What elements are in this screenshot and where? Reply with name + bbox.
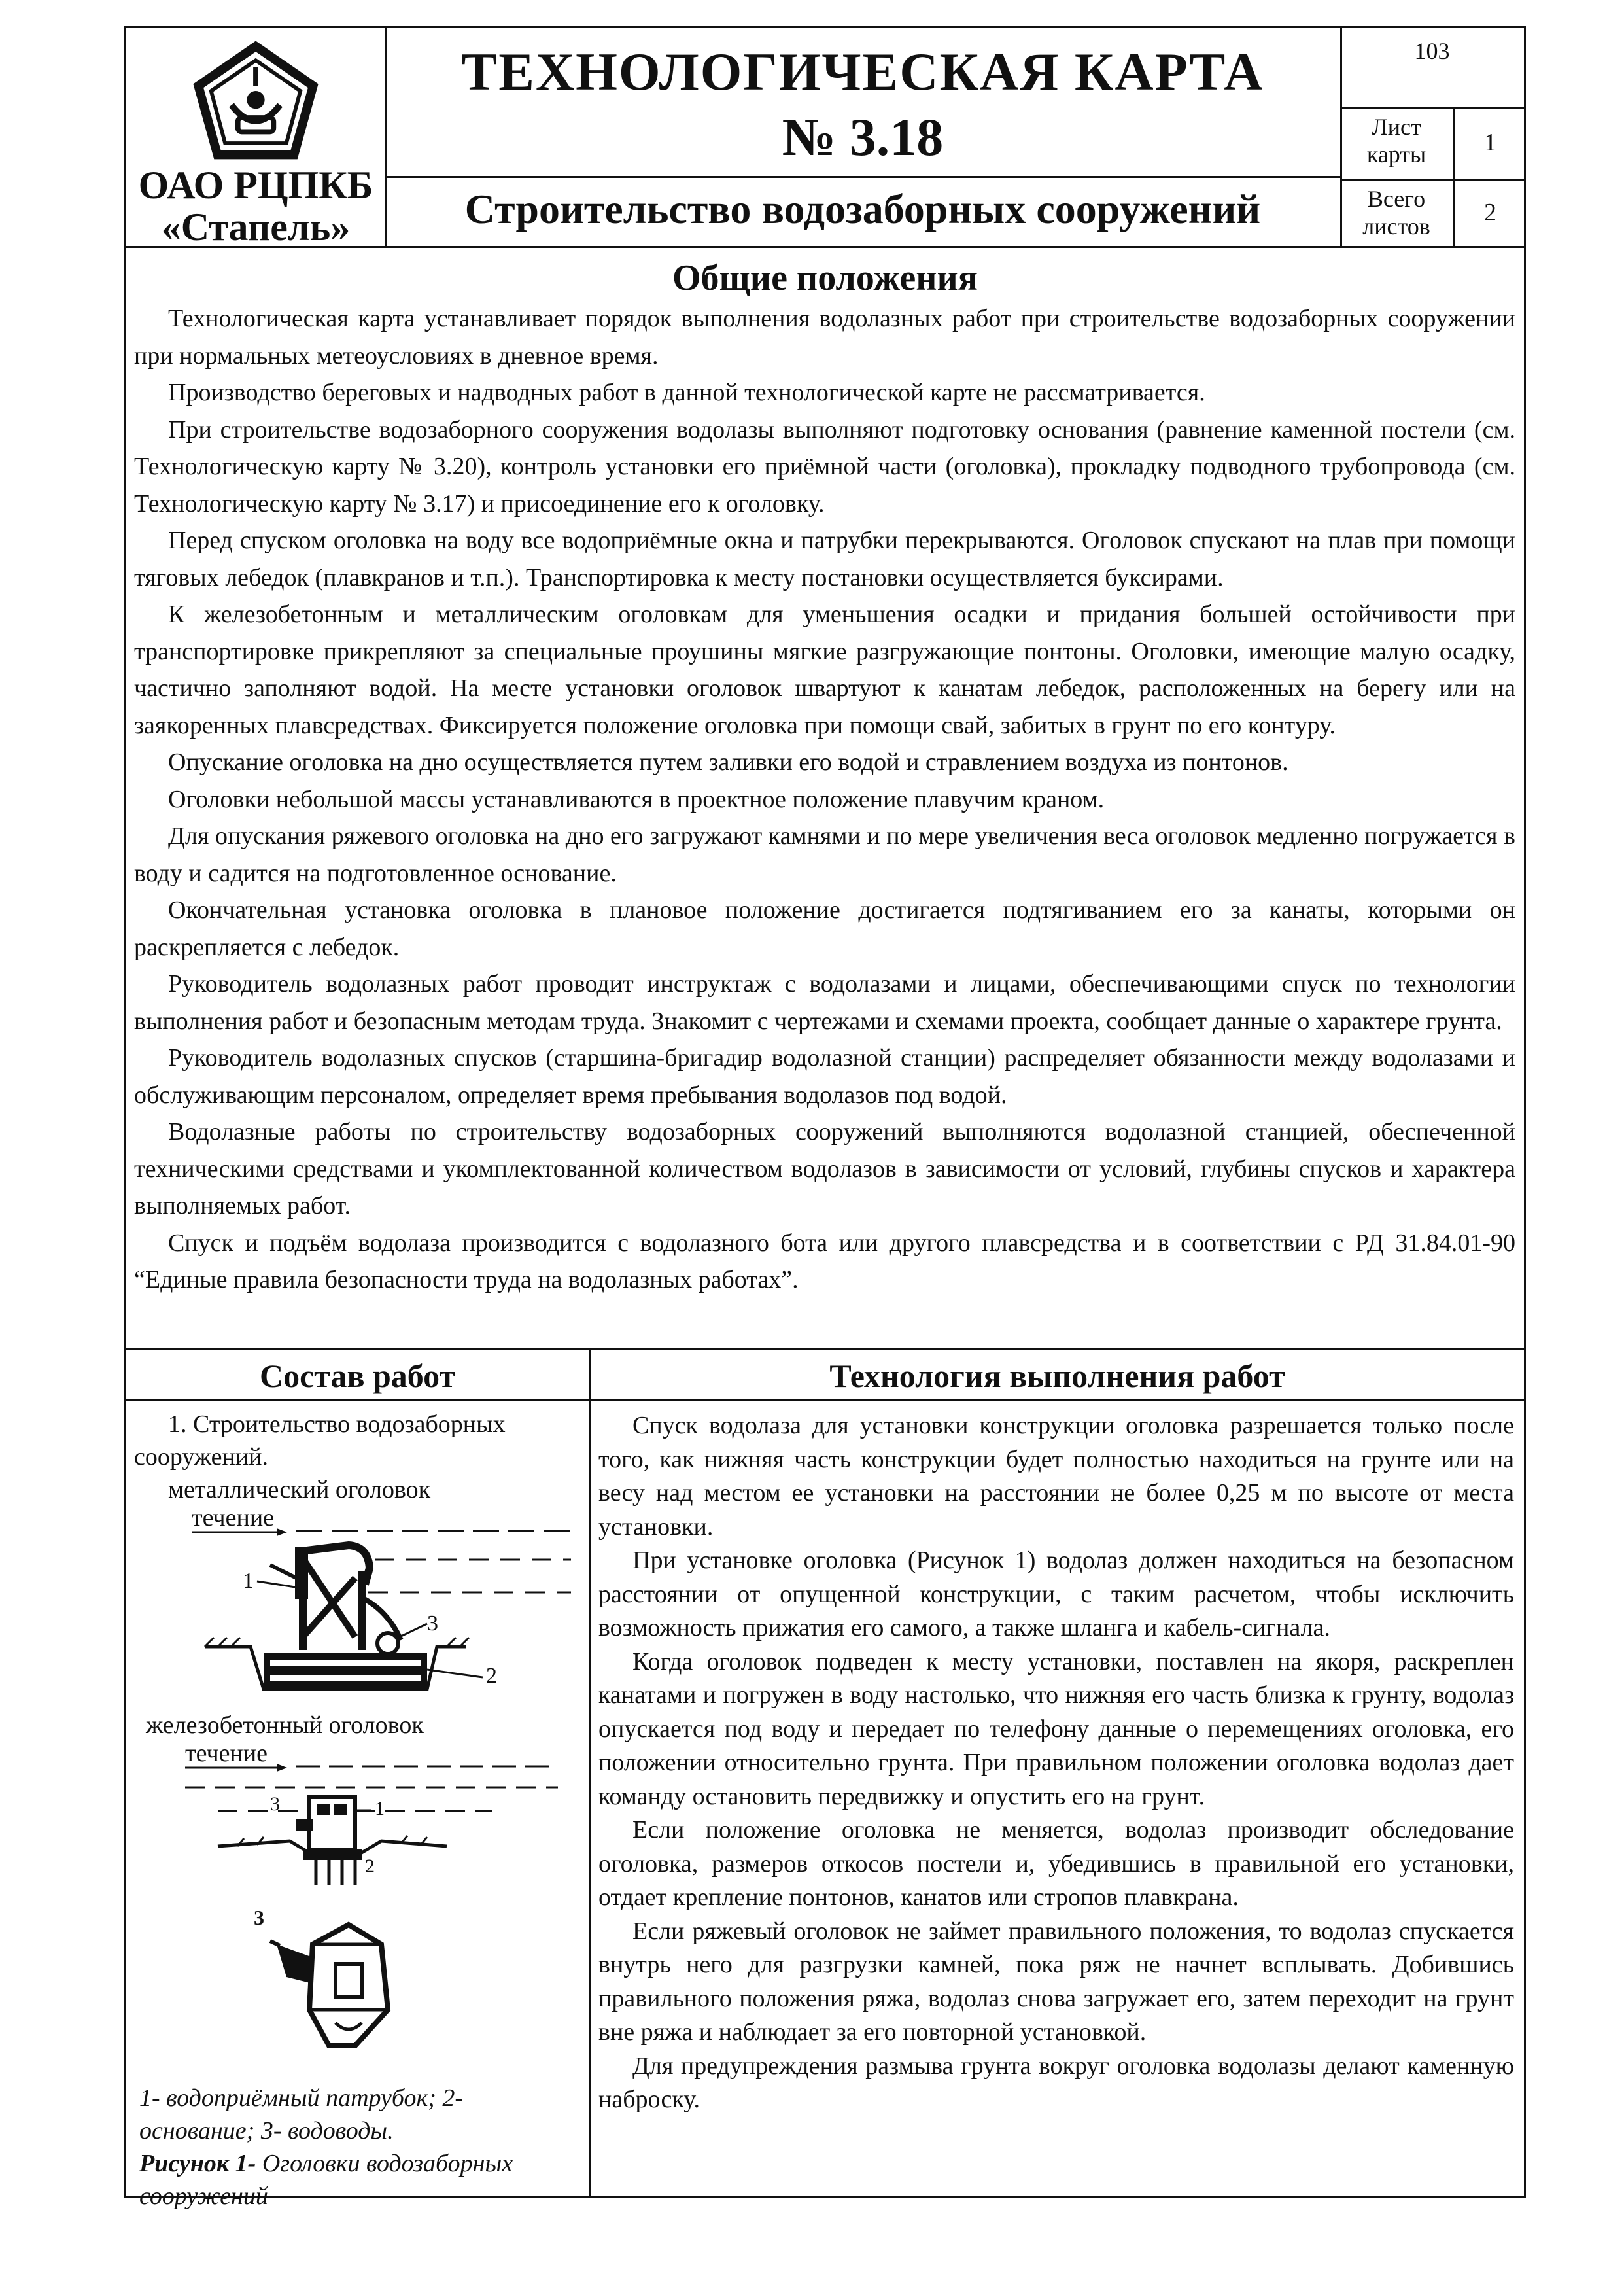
paragraph: К железобетонным и металлическим оголовкам для уменьшения осадки и придания большей остойчивости при транспортировке прикрепляют за специальные проушины мягкие разгружающие понтоны. Оголовки, имеющие малую осадку, частично заполняют водой. На месте установки оголовок швартуют к канатам лебедок, расположенных на берегу или на заякоренных плавсредствах. Фиксируется положение оголовка при помощи свай, забитых в грунт по его контуру. xyxy=(134,601,1515,739)
sheet-label: Лист карты xyxy=(1340,107,1455,179)
figure-1a-title: металлический оголовок xyxy=(168,1476,431,1503)
card-number: № 3.18 xyxy=(782,107,944,167)
intake-head-plan-drawing xyxy=(139,1905,578,2069)
general-provisions-body xyxy=(134,300,1515,1299)
figure-caption-text: Оголовки водозаборных сооружений xyxy=(139,2150,513,2210)
paragraph: Спуск водолаза для установки конструкции оголовка разрешается только после того, как нижняя часть конструкции будет полностью находиться на грунте или на весу над местом ее установки на расстоянии не более 0,25 м по высоте от места установки. xyxy=(598,1412,1514,1541)
title-divider xyxy=(385,176,1340,178)
figure-intake-head-plan xyxy=(139,1905,578,2069)
work-technology-column xyxy=(591,1401,1524,2196)
work-composition-column xyxy=(126,1401,591,2210)
organization-cell xyxy=(126,28,387,249)
callout-3: 3 xyxy=(270,1793,280,1815)
callout-2: 2 xyxy=(486,1664,497,1688)
card-subtitle: Строительство водозаборных сооружений xyxy=(464,186,1261,232)
figure-1b-title: железобетонный оголовок xyxy=(146,1711,424,1739)
work-composition-header: Состав работ xyxy=(126,1350,591,1401)
paragraph: Производство береговых и надводных работ в данной технологической карте не рассматривается. xyxy=(168,379,1205,406)
paragraph: При строительстве водозаборного сооружения водолазы выполняют подготовку основания (равнение каменной постели (см. Технологическую карту № 3.20), контроль установки его приёмной части (оголовка), прокладку подводного трубопровода (см. Технологическую карту № 3.17) и присоединение его к оголовку. xyxy=(134,415,1515,517)
figure-caption xyxy=(139,2082,578,2213)
total-sheets-row xyxy=(1340,179,1524,246)
general-provisions-section xyxy=(124,246,1526,1350)
paragraph: Технологическая карта устанавливает порядок выполнения водолазных работ при строительстве водозаборных сооружении при нормальных метеоусловиях в дневное время. xyxy=(134,305,1515,370)
title-block xyxy=(124,26,1526,249)
sheet-info-cell xyxy=(1340,28,1524,246)
figure-metal-intake-head xyxy=(139,1506,578,1696)
paragraph: Для опускания ряжевого оголовка на дно его загружают камнями и по мере увеличения веса оголовок медленно погружается в воду и садится на подготовленное основание. xyxy=(134,822,1515,887)
card-title: ТЕХНОЛОГИЧЕСКАЯ КАРТА xyxy=(461,42,1264,101)
callout-2: 2 xyxy=(365,1855,375,1877)
paragraph: Водолазные работы по строительству водозаборных сооружений выполняются водолазной станцией, обеспеченной техническими средствами и укомплектованной количеством водолазов в зависимости от условий, глубины спусков и характера выполняемых работ. xyxy=(134,1118,1515,1219)
paragraph: При установке оголовка (Рисунок 1) водолаз должен находиться на безопасном расстоянии от опущенной конструкции, с таким расчетом, чтобы исключить возможность прижатия его самого, а также шланга и кабель-сигнала. xyxy=(598,1547,1514,1641)
total-sheets-label: Всего листов xyxy=(1340,179,1455,246)
sheet-value: 1 xyxy=(1484,129,1496,156)
organization-logo-icon xyxy=(192,41,320,169)
organization-name xyxy=(126,164,385,248)
paragraph: Спуск и подъём водолаза производится с водолазного бота или другого плавсредства и в соответствии с РД 31.84.01-90 “Единые правила безопасности труда на водолазных работах”. xyxy=(134,1229,1515,1293)
general-provisions-title: Общие положения xyxy=(672,258,978,298)
work-technology-body xyxy=(598,1409,1514,2117)
figure-title xyxy=(139,2147,578,2213)
paragraph: Руководитель водолазных спусков (старшина-бригадир водолазной станции) распределяет обязанности между водолазами и обслуживающим персоналом, определяет время пребывания водолазов под водой. xyxy=(134,1044,1515,1109)
concrete-intake-head-drawing xyxy=(139,1742,578,1892)
callout-3: 3 xyxy=(427,1611,438,1636)
figure-label: Рисунок 1- xyxy=(139,2150,256,2177)
figure-legend: 1- водоприёмный патрубок; 2- основание; 3- водоводы. xyxy=(139,2084,464,2145)
callout-1: 1 xyxy=(243,1569,254,1593)
title-cell xyxy=(385,28,1342,246)
total-sheets-value: 2 xyxy=(1484,198,1496,226)
paragraph: Окончательная установка оголовка в плановое положение достигается подтягиванием его за канаты, которыми он раскрепляется с лебедок. xyxy=(134,896,1515,961)
work-item: 1. Строительство водозаборных сооружений. xyxy=(134,1410,506,1471)
paragraph: Руководитель водолазных работ проводит инструктаж с водолазами и лицами, обеспечивающими спуск по технологии выполнения работ и безопасным методам труда. Знакомит с чертежами и схемами проекта, сообщает данные о характере грунта. xyxy=(134,970,1515,1035)
paragraph: Если ряжевый оголовок не займет правильного положения, то водолаз спускается внутрь него для разгрузки камней, пока ряж не начнет всплывать. Добившись правильного положения ряжа, водолаз снова загружает его, затем переходит на грунт вне ряжа и наблюдает за его повторной установкой. xyxy=(598,1917,1514,2046)
paragraph: Оголовки небольшой массы устанавливаются в проектное положение плавучим краном. xyxy=(168,785,1105,813)
paragraph: Если положение оголовка не меняется, водолаз производит обследование оголовка, размеров откосов постели и, убедившись в правильной его установки, отдает крепление понтонов, канатов или стропов плавкрана. xyxy=(598,1816,1514,1911)
work-technology-header: Технология выполнения работ xyxy=(591,1350,1524,1401)
paragraph: Для предупреждения размыва грунта вокруг оголовка водолазы делают каменную наброску. xyxy=(598,2052,1514,2113)
flow-label: течение xyxy=(192,1506,275,1532)
metal-intake-head-drawing xyxy=(139,1506,578,1696)
callout-1: 1 xyxy=(375,1798,385,1819)
paragraph: Перед спуском оголовка на воду все водоприёмные окна и патрубки перекрываются. Оголовок спускают на плав при помощи тяговых лебедок (плавкранов и т.п.). Транспортировка к месту постановки осуществляется буксирами. xyxy=(134,527,1515,591)
paragraph: Опускание оголовка на дно осуществляется путем заливки его водой и стравлением воздуха из понтонов. xyxy=(168,748,1288,776)
callout-3: 3 xyxy=(254,1906,264,1929)
organization-line-2: «Стапель» xyxy=(161,205,351,249)
flow-label: течение xyxy=(185,1742,268,1767)
sheet-row xyxy=(1340,107,1524,181)
work-table xyxy=(124,1350,1526,2210)
organization-line-1: ОАО РЦПКБ xyxy=(138,164,373,207)
page-number: 103 xyxy=(1340,28,1524,109)
figure-concrete-intake-head xyxy=(139,1742,578,1892)
paragraph: Когда оголовок подведен к месту установки, поставлен на якоря, раскреплен канатами и погружен в воду настолько, что нижняя его часть близка к грунту, водолаз опускается под воду и передает по телефону данные о перемещениях оголовка, его положении относительно грунта. При правильном положении оголовка водолаз дает команду остановить передвижку и опустить его на грунт. xyxy=(598,1647,1514,1810)
